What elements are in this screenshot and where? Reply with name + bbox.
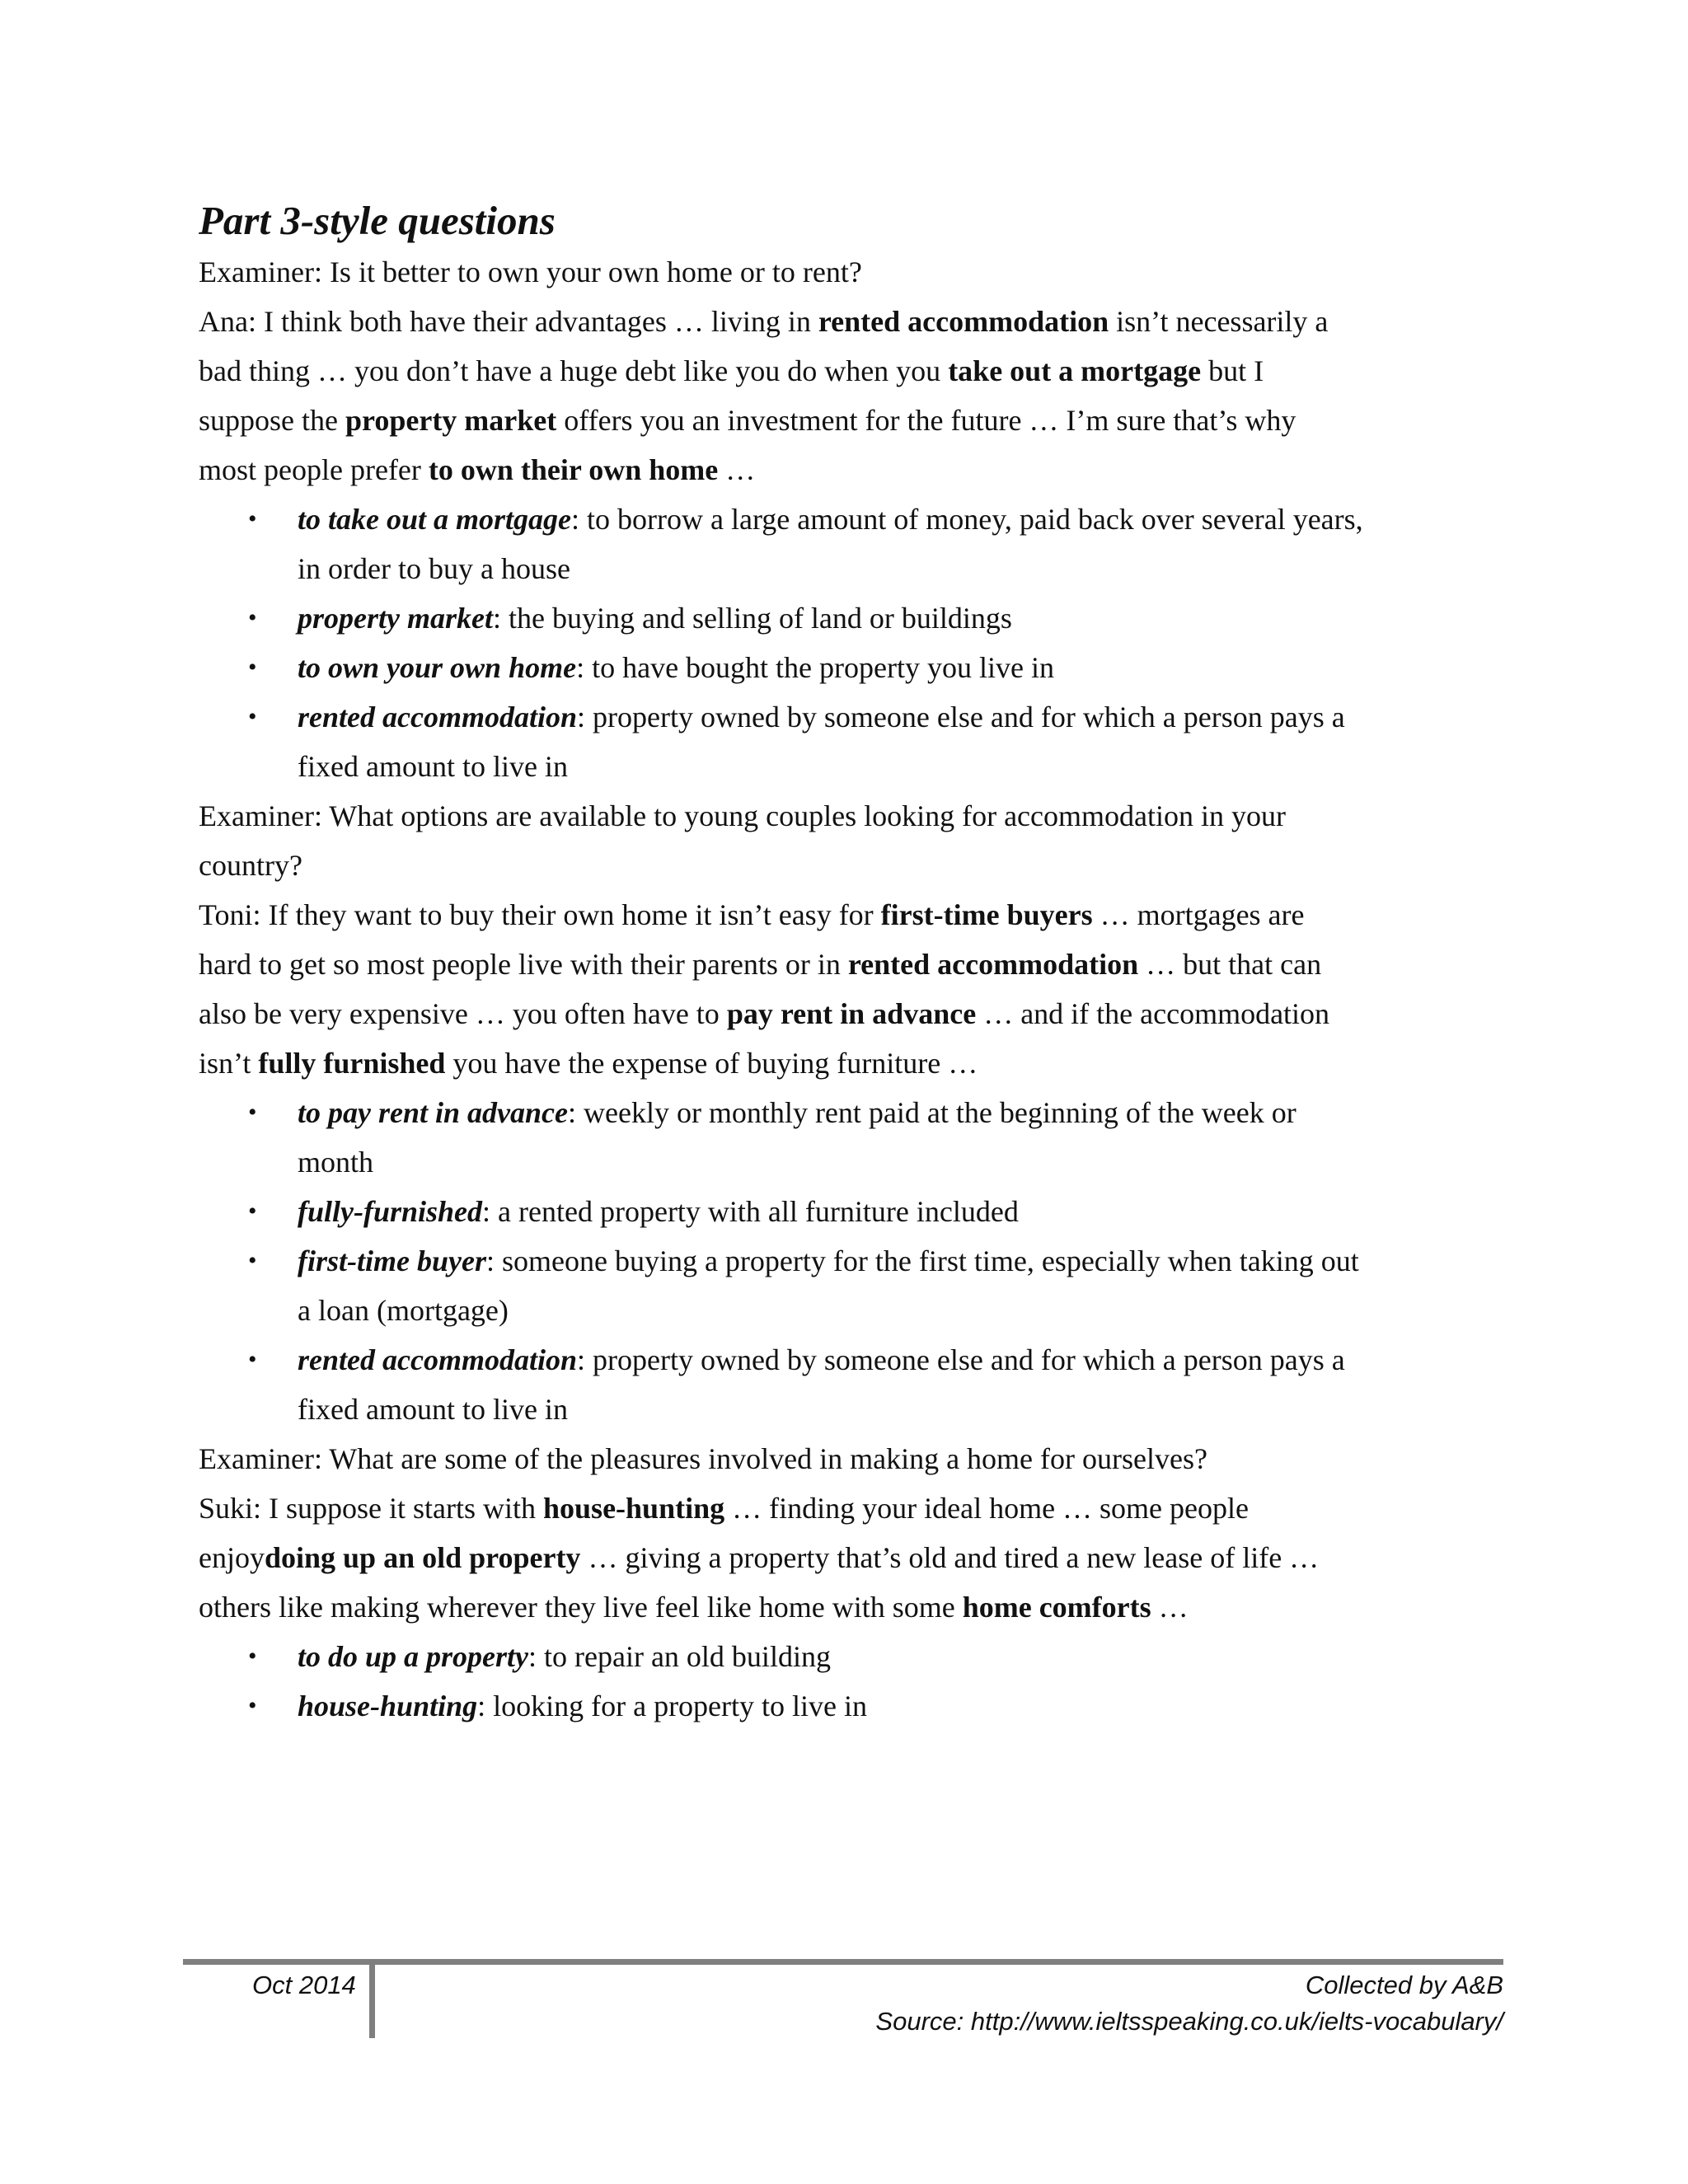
glossary-item <box>199 494 1501 544</box>
glossary-term: rented accommodation <box>298 1343 577 1376</box>
glossary-term: fully-furnished <box>298 1195 483 1228</box>
footer-date: Oct 2014 <box>252 1971 356 1999</box>
glossary-definition: : looking for a property to live in <box>477 1690 868 1722</box>
answer-suki-line-2 <box>199 1533 1501 1582</box>
glossary-list-3 <box>199 1632 1501 1731</box>
glossary-item <box>199 643 1501 692</box>
key-phrase: house-hunting <box>543 1492 725 1525</box>
glossary-definition: : to borrow a large amount of money, paid back over several years, <box>571 503 1363 536</box>
glossary-list-2 <box>199 1088 1501 1434</box>
answer-text: … but that can <box>1138 948 1322 981</box>
footer-divider <box>369 1959 375 2038</box>
answer-text: you have the expense of buying furniture … <box>445 1047 978 1080</box>
answer-ana-line-3 <box>199 396 1501 445</box>
bullet-icon: • <box>248 1197 257 1225</box>
bullet-icon: • <box>248 1346 257 1373</box>
answer-text: … giving a property that’s old and tired a new lease of life … <box>580 1541 1320 1574</box>
glossary-term: to take out a mortgage <box>298 503 571 536</box>
bullet-icon: • <box>248 505 257 532</box>
answer-text: Suki: I suppose it starts with <box>199 1492 544 1525</box>
answer-text: … <box>1151 1591 1189 1624</box>
glossary-item <box>199 1187 1501 1236</box>
bullet-icon: • <box>248 654 257 681</box>
footer-rule <box>183 1959 1503 1965</box>
answer-text: enjoy <box>199 1541 265 1574</box>
examiner-question-1: Examiner: Is it better to own your own home or to rent? <box>199 255 862 288</box>
answer-text: isn’t necessarily a <box>1109 305 1329 338</box>
answer-text: offers you an investment for the future … I’m sure that’s why <box>556 404 1296 437</box>
glossary-definition: : the buying and selling of land or buildings <box>492 602 1012 635</box>
answer-text: Ana: I think both have their advantages … living in <box>199 305 818 338</box>
answer-text: also be very expensive … you often have to <box>199 997 727 1030</box>
glossary-item <box>199 1088 1501 1137</box>
glossary-term: first-time buyer <box>298 1244 486 1277</box>
answer-text: … mortgages are <box>1092 898 1305 931</box>
key-phrase: to own their own home <box>428 453 719 486</box>
answer-text: … and if the accommodation <box>976 997 1330 1030</box>
key-phrase: pay rent in advance <box>726 997 977 1030</box>
answer-text: others like making wherever they live feel like home with some <box>199 1591 963 1624</box>
answer-toni-line-3 <box>199 989 1501 1038</box>
glossary-term: rented accommodation <box>298 701 577 733</box>
key-phrase: rented accommodation <box>847 948 1139 981</box>
answer-suki-line-3 <box>199 1582 1501 1632</box>
answer-text: suppose the <box>199 404 345 437</box>
bullet-icon: • <box>248 1643 257 1670</box>
glossary-definition-continued: fixed amount to live in <box>298 1393 568 1426</box>
answer-text: hard to get so most people live with their parents or in <box>199 948 848 981</box>
answer-text: Toni: If they want to buy their own home it isn’t easy for <box>199 898 881 931</box>
glossary-definition: : someone buying a property for the first time, especially when taking out <box>485 1244 1359 1277</box>
bullet-icon: • <box>248 1692 257 1719</box>
answer-text: … finding your ideal home … some people <box>724 1492 1249 1525</box>
answer-toni-line-2 <box>199 940 1501 989</box>
glossary-definition-continued: month <box>298 1146 374 1179</box>
page-footer <box>183 1959 1503 2041</box>
glossary-definition-continued: fixed amount to live in <box>298 750 568 783</box>
bullet-icon: • <box>248 604 257 631</box>
glossary-definition: : to repair an old building <box>528 1640 831 1673</box>
glossary-term: to pay rent in advance <box>298 1096 568 1129</box>
bullet-icon: • <box>248 1247 257 1274</box>
answer-ana-line-4 <box>199 445 1501 494</box>
glossary-item <box>199 1632 1501 1681</box>
answer-ana-line-1 <box>199 297 1501 346</box>
answer-text: isn’t <box>199 1047 259 1080</box>
bullet-icon: • <box>248 1099 257 1126</box>
footer-collected-by: Collected by A&B <box>1305 1971 1503 1999</box>
glossary-item <box>199 692 1501 742</box>
key-phrase: doing up an old property <box>264 1541 581 1574</box>
glossary-definition: : weekly or monthly rent paid at the beginning of the week or <box>567 1096 1296 1129</box>
glossary-definition: : to have bought the property you live in <box>576 651 1054 684</box>
key-phrase: fully furnished <box>258 1047 446 1080</box>
glossary-definition-continued: in order to buy a house <box>298 552 570 585</box>
glossary-term: to do up a property <box>298 1640 529 1673</box>
answer-suki-line-1 <box>199 1483 1501 1533</box>
key-phrase: take out a mortgage <box>948 354 1202 387</box>
examiner-question-3: Examiner: What are some of the pleasures involved in making a home for ourselves? <box>199 1442 1207 1475</box>
document-body <box>199 194 1501 1731</box>
answer-ana-line-2 <box>199 346 1501 396</box>
key-phrase: first-time buyers <box>880 898 1093 931</box>
glossary-definition: : property owned by someone else and for which a person pays a <box>576 701 1345 733</box>
answer-text: bad thing … you don’t have a huge debt like you do when you <box>199 354 949 387</box>
glossary-definition: : a rented property with all furniture included <box>482 1195 1019 1228</box>
glossary-item <box>199 1681 1501 1731</box>
examiner-question-2: Examiner: What options are available to young couples looking for accommodation in your <box>199 799 1286 832</box>
key-phrase: property market <box>345 404 557 437</box>
glossary-item <box>199 593 1501 643</box>
answer-toni-line-4 <box>199 1038 1501 1088</box>
glossary-definition-continued: a loan (mortgage) <box>298 1294 509 1327</box>
glossary-term: house-hunting <box>298 1690 478 1722</box>
answer-text: … <box>718 453 756 486</box>
glossary-item <box>199 1335 1501 1385</box>
bullet-icon: • <box>248 703 257 730</box>
glossary-item <box>199 1236 1501 1286</box>
glossary-term: to own your own home <box>298 651 577 684</box>
footer-source: Source: http://www.ieltsspeaking.co.uk/ielts-vocabulary/ <box>875 2007 1503 2036</box>
key-phrase: rented accommodation <box>818 305 1109 338</box>
glossary-list-1 <box>199 494 1501 791</box>
answer-text: most people prefer <box>199 453 429 486</box>
answer-text: but I <box>1201 354 1264 387</box>
examiner-question-2-continued: country? <box>199 849 302 882</box>
page-heading: Part 3-style questions <box>199 198 556 243</box>
answer-toni-line-1 <box>199 890 1501 940</box>
glossary-definition: : property owned by someone else and for which a person pays a <box>576 1343 1345 1376</box>
glossary-term: property market <box>298 602 493 635</box>
key-phrase: home comforts <box>962 1591 1151 1624</box>
